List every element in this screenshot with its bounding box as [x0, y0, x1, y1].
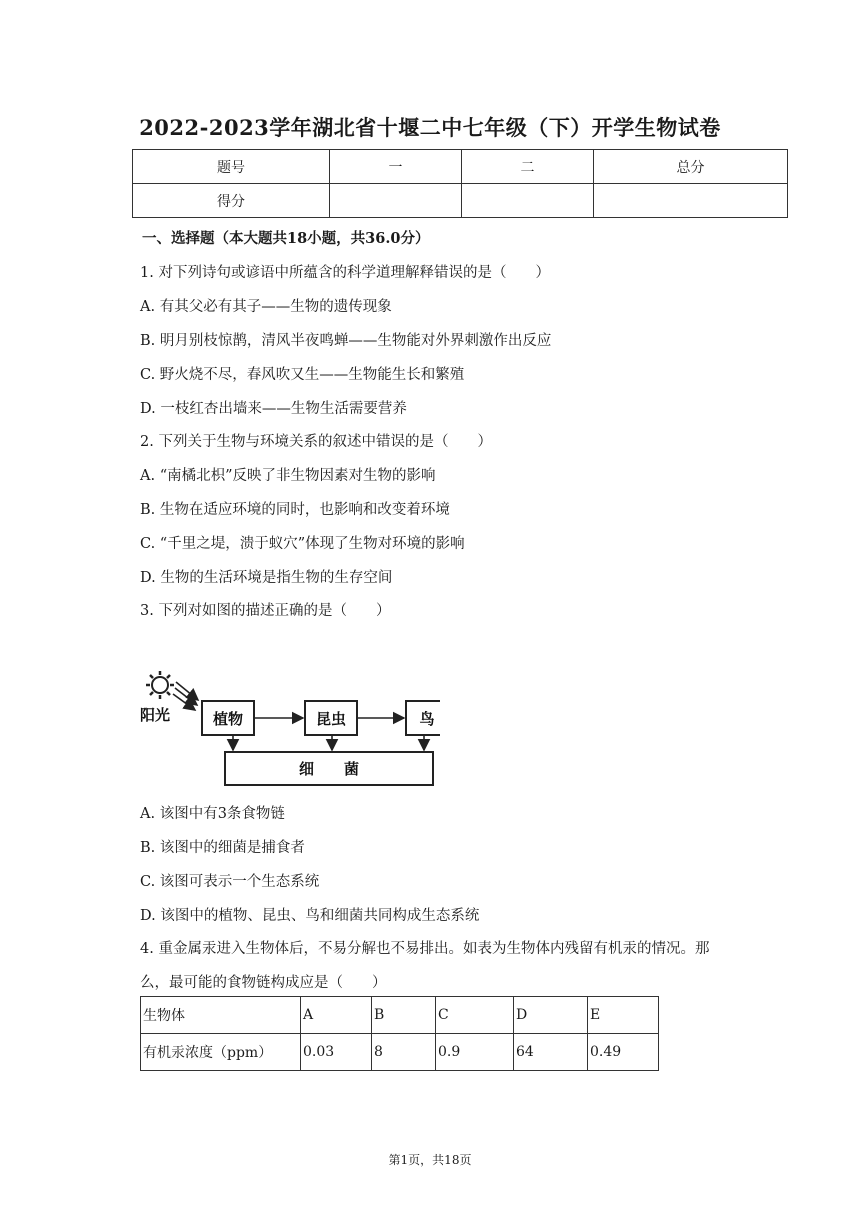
question-option: D. 该图中的植物、昆虫、鸟和细菌共同构成生态系统 — [140, 908, 480, 924]
table-cell: 生物体 — [141, 997, 301, 1034]
question-option: C. 该图可表示一个生态系统 — [140, 874, 320, 890]
table-cell: 8 — [372, 1034, 436, 1071]
table-cell: 0.49 — [588, 1034, 659, 1071]
food-web-diagram — [140, 668, 440, 790]
bacteria-label: 细 菌 — [298, 760, 360, 778]
question-stem: 4. 重金属汞进入生物体后，不易分解也不易排出。如表为生物体内残留有机汞的情况。那 — [140, 941, 710, 957]
sunlight-arrows — [173, 682, 198, 710]
table-cell: 题号 — [133, 150, 330, 184]
question-stem-continued: 么，最可能的食物链构成应是（ ） — [140, 975, 387, 991]
table-row — [133, 184, 788, 218]
table-cell — [462, 184, 594, 218]
table-row — [141, 1034, 659, 1071]
table-cell: 得分 — [133, 184, 330, 218]
table-cell: 一 — [330, 150, 462, 184]
table-cell: 二 — [462, 150, 594, 184]
table-cell: 总分 — [594, 150, 788, 184]
question-stem: 2. 下列关于生物与环境关系的叙述中错误的是（ ） — [140, 434, 492, 450]
plant-label: 植物 — [212, 710, 244, 728]
question-option: D. 一枝红杏出墙来——生物生活需要营养 — [140, 401, 407, 417]
question-stem: 1. 对下列诗句或谚语中所蕴含的科学道理解释错误的是（ ） — [140, 265, 550, 281]
question-option: B. 该图中的细菌是捕食者 — [140, 840, 305, 856]
insect-label: 昆虫 — [315, 710, 347, 728]
page-title: 2022-2023学年湖北省十堰二中七年级（下）开学生物试卷 — [139, 115, 721, 140]
table-cell: E — [588, 997, 659, 1034]
table-cell: A — [301, 997, 372, 1034]
sunlight-label: 阳光 — [140, 706, 171, 724]
table-cell: 0.9 — [436, 1034, 514, 1071]
question-option: B. 明月别枝惊鹊，清风半夜鸣蝉——生物能对外界刺激作出反应 — [140, 333, 552, 349]
question-option: D. 生物的生活环境是指生物的生存空间 — [140, 570, 393, 586]
table-cell: 64 — [514, 1034, 588, 1071]
table-cell: B — [372, 997, 436, 1034]
sun-icon — [146, 671, 174, 699]
table-cell — [330, 184, 462, 218]
table-cell: C — [436, 997, 514, 1034]
question-option: A. 该图中有3条食物链 — [140, 806, 285, 822]
table-row — [133, 150, 788, 184]
page-footer: 第1页，共18页 — [388, 1153, 472, 1167]
mercury-table — [140, 996, 659, 1071]
question-stem: 3. 下列对如图的描述正确的是（ ） — [140, 603, 391, 619]
table-cell: 有机汞浓度（ppm） — [141, 1034, 301, 1071]
table-cell: 0.03 — [301, 1034, 372, 1071]
table-cell — [594, 184, 788, 218]
bird-label: 鸟 — [419, 710, 435, 728]
question-option: B. 生物在适应环境的同时，也影响和改变着环境 — [140, 502, 450, 518]
question-option: A. 有其父必有其子——生物的遗传现象 — [140, 299, 392, 315]
section-heading: 一、选择题（本大题共18小题，共36.0分） — [142, 230, 430, 247]
question-option: C. “千里之堤，溃于蚁穴”体现了生物对环境的影响 — [140, 536, 465, 552]
question-option: A. “南橘北枳”反映了非生物因素对生物的影响 — [140, 468, 436, 484]
table-row — [141, 997, 659, 1034]
table-cell: D — [514, 997, 588, 1034]
question-option: C. 野火烧不尽，春风吹又生——生物能生长和繁殖 — [140, 367, 465, 383]
score-table — [132, 149, 788, 218]
